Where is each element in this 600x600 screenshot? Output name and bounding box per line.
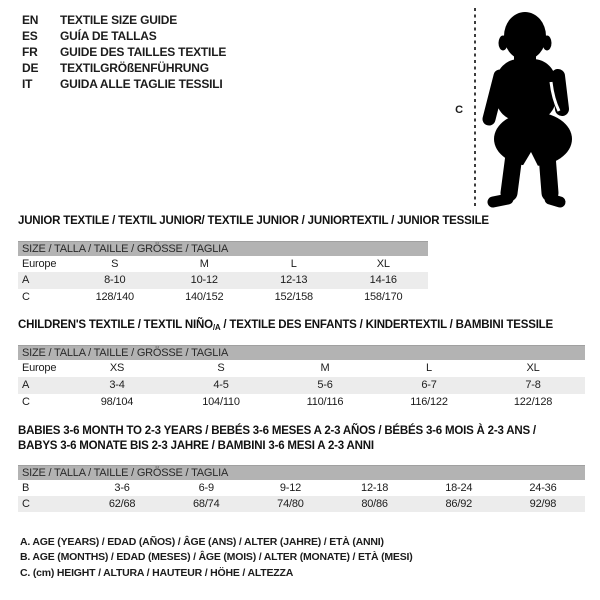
row-label: A	[22, 274, 30, 286]
row-label: C	[22, 498, 30, 510]
title-line-2: BABYS 3-6 MONATE BIS 2-3 JAHRE / BAMBINI 3-6 MESI A 2-3 ANNI	[18, 440, 374, 452]
size-cell: 14-16	[369, 274, 397, 286]
table-row	[18, 377, 585, 394]
table-row	[18, 394, 585, 411]
title-text: / TEXTILE DES ENFANTS / KINDERTEXTIL / BAMBINI TESSILE	[220, 319, 553, 331]
size-cell: 152/158	[274, 291, 313, 303]
size-cell: 4-5	[213, 379, 229, 391]
size-cell: 80/86	[361, 498, 388, 510]
lang-row-en	[22, 12, 226, 28]
size-cell: 110/116	[306, 396, 344, 408]
size-cell: 7-8	[525, 379, 541, 391]
lang-title: TEXTILE SIZE GUIDE	[60, 13, 178, 27]
size-cell: 74/80	[277, 498, 304, 510]
size-cell: 140/152	[185, 291, 224, 303]
lang-code: FR	[22, 45, 38, 59]
babies-table-title	[18, 424, 536, 454]
size-cell: XL	[526, 362, 540, 374]
size-cell: 3-6	[114, 482, 130, 494]
size-cell: 92/98	[529, 498, 557, 510]
lang-row-fr	[22, 44, 226, 60]
size-cell: 104/110	[202, 396, 240, 408]
size-cell: 158/170	[364, 291, 403, 303]
row-label: C	[22, 291, 30, 303]
childrens-table-title	[18, 318, 553, 335]
size-cell: L	[426, 362, 432, 374]
table-row	[18, 480, 585, 496]
row-label: B	[22, 482, 30, 494]
size-cell: 3-4	[109, 379, 125, 391]
footnote-b: B. AGE (MONTHS) / EDAD (MESES) / ÂGE (MOIS) / ALTER (MONATE) / ETÀ (MESI)	[20, 551, 413, 564]
size-cell: 68/74	[192, 498, 220, 510]
lang-title: TEXTILGRÖßENFÜHRUNG	[60, 61, 209, 75]
size-cell: XS	[109, 362, 125, 374]
language-title-list	[22, 12, 226, 92]
footnote-c: C. (cm) HEIGHT / ALTURA / HAUTEUR / HÖHE / ALTEZZA	[20, 566, 294, 579]
title-text: CHILDREN'S TEXTILE / TEXTIL NIÑO	[18, 319, 213, 331]
size-cell: 12-13	[280, 274, 308, 286]
lang-row-de	[22, 60, 226, 76]
title-line-1: BABIES 3-6 MONTH TO 2-3 YEARS / BEBÉS 3-6 MESES A 2-3 AÑOS / BÉBÉS 3-6 MOIS À 2-3 ANS /	[18, 425, 536, 437]
size-cell: 86/92	[445, 498, 473, 510]
title-subscript: /A	[212, 323, 221, 332]
lang-code: EN	[22, 13, 39, 27]
size-cell: L	[290, 258, 297, 270]
size-header-bar: SIZE / TALLA / TAILLE / GRÖSSE / TAGLIA	[18, 345, 585, 360]
row-label: Europe	[22, 258, 57, 270]
table-row	[18, 272, 428, 289]
size-cell: M	[199, 258, 209, 270]
lang-row-es	[22, 28, 226, 44]
size-header-bar: SIZE / TALLA / TAILLE / GRÖSSE / TAGLIA	[18, 465, 585, 480]
size-cell: 122/128	[513, 396, 553, 408]
size-cell: 6-9	[198, 482, 214, 494]
lang-code: DE	[22, 61, 39, 75]
baby-silhouette-icon	[450, 6, 585, 216]
size-cell: 98/104	[100, 396, 134, 408]
size-cell: M	[320, 362, 330, 374]
baby-silhouette-figure	[450, 6, 585, 216]
size-cell: S	[217, 362, 225, 374]
size-cell: 24-36	[529, 482, 557, 494]
lang-code: IT	[22, 77, 33, 91]
row-label: A	[22, 379, 30, 391]
footnote-a: A. AGE (YEARS) / EDAD (AÑOS) / ÂGE (ANS) / ALTER (JAHRE) / ETÀ (ANNI)	[20, 536, 384, 548]
size-cell: 12-18	[361, 482, 389, 494]
size-cell: 5-6	[317, 379, 333, 391]
size-cell: 18-24	[445, 482, 473, 494]
lang-row-it	[22, 76, 226, 92]
table-row	[18, 256, 428, 272]
table-row	[18, 289, 428, 306]
size-cell: S	[111, 258, 119, 270]
junior-size-table	[18, 241, 428, 306]
babies-size-table	[18, 465, 585, 512]
lang-title: GUIDA ALLE TAGLIE TESSILI	[60, 77, 223, 91]
height-marker-label: C	[455, 104, 463, 116]
size-header-bar: SIZE / TALLA / TAILLE / GRÖSSE / TAGLIA	[18, 241, 428, 256]
footnote-list	[20, 535, 413, 581]
size-cell: 9-12	[279, 482, 302, 494]
lang-title: GUÍA DE TALLAS	[60, 29, 157, 43]
size-cell: XL	[376, 258, 390, 270]
size-cell: 8-10	[104, 274, 126, 286]
table-row	[18, 360, 585, 377]
size-cell: 62/68	[108, 498, 136, 510]
childrens-size-table	[18, 345, 585, 411]
lang-code: ES	[22, 29, 38, 43]
size-cell: 128/140	[95, 291, 134, 303]
table-row	[18, 496, 585, 512]
junior-table-title: JUNIOR TEXTILE / TEXTIL JUNIOR/ TEXTILE JUNIOR / JUNIORTEXTIL / JUNIOR TESSILE	[18, 215, 489, 227]
row-label: Europe	[22, 362, 57, 374]
size-cell: 6-7	[421, 379, 437, 391]
size-cell: 116/122	[410, 396, 448, 408]
size-cell: 10-12	[190, 274, 218, 286]
row-label: C	[22, 396, 30, 408]
lang-title: GUIDE DES TAILLES TEXTILE	[60, 45, 227, 59]
